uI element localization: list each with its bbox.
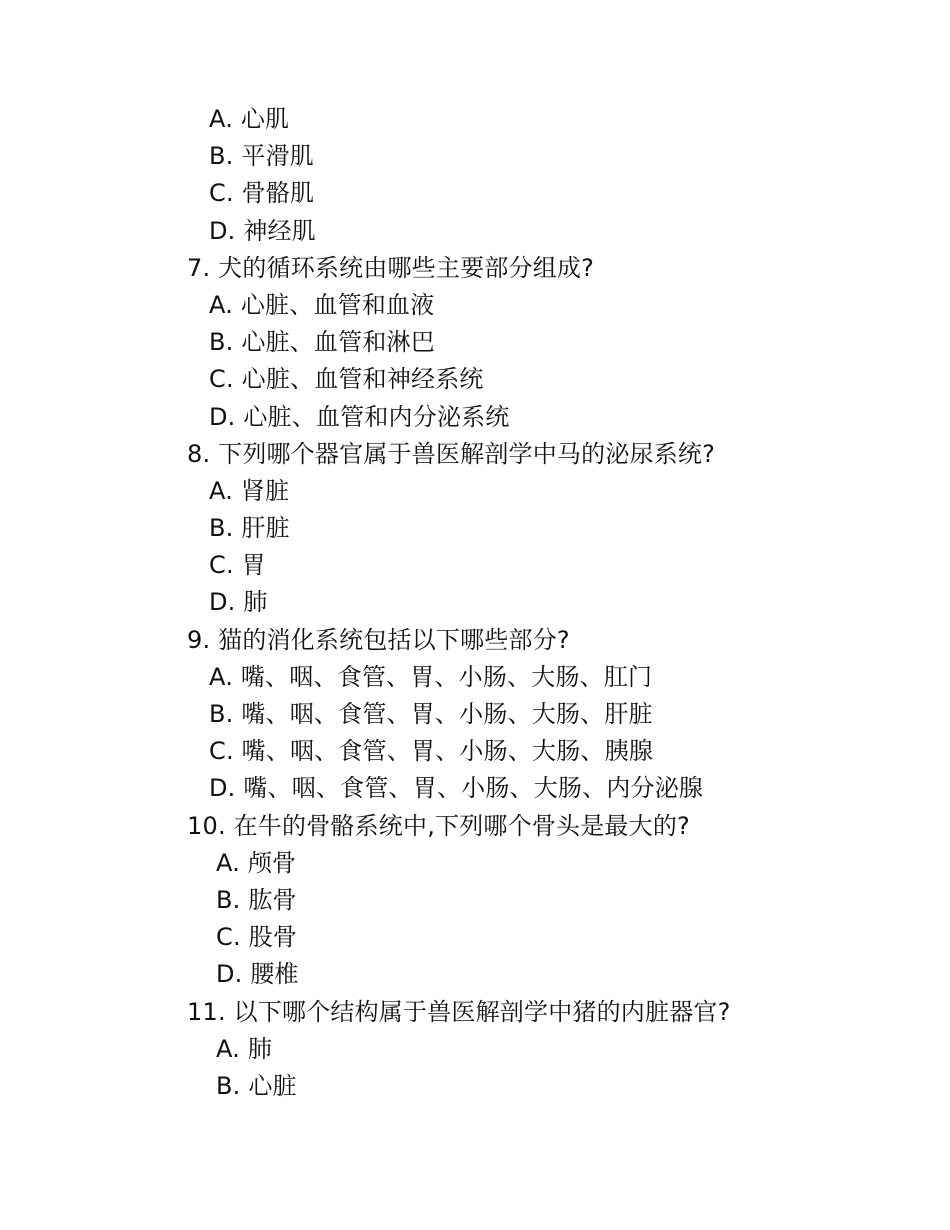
option-line: D. 嘴、咽、食管、胃、小肠、大肠、内分泌腺 [209, 774, 704, 803]
question-line: 11. 以下哪个结构属于兽医解剖学中猪的内脏器官? [187, 997, 731, 1026]
question-line: 7. 犬的循环系统由哪些主要部分组成? [187, 253, 595, 282]
option-line: B. 嘴、咽、食管、胃、小肠、大肠、肝脏 [209, 700, 653, 728]
option-line: A. 肺 [216, 1034, 273, 1063]
option-line: D. 腰椎 [216, 960, 299, 989]
question-line: 10. 在牛的骨骼系统中,下列哪个骨头是最大的? [187, 811, 690, 840]
option-line: C. 股骨 [216, 923, 298, 952]
option-line: A. 心脏、血管和血液 [209, 290, 435, 319]
question-line: 9. 猫的消化系统包括以下哪些部分? [187, 625, 570, 654]
option-line: D. 神经肌 [209, 216, 316, 245]
option-line: B. 心脏 [216, 1071, 297, 1100]
option-line: C. 胃 [209, 551, 266, 580]
option-line: B. 肝脏 [209, 514, 290, 543]
option-line: C. 嘴、咽、食管、胃、小肠、大肠、胰腺 [209, 737, 654, 766]
question-line: 8. 下列哪个器官属于兽医解剖学中马的泌尿系统? [187, 439, 716, 468]
option-line: B. 心脏、血管和淋巴 [209, 328, 435, 357]
option-line: C. 心脏、血管和神经系统 [209, 365, 484, 394]
option-line: C. 骨骼肌 [209, 179, 315, 208]
option-line: A. 肾脏 [209, 476, 290, 505]
option-line: D. 肺 [209, 588, 268, 617]
option-line: B. 肱骨 [216, 885, 297, 914]
option-line: B. 平滑肌 [209, 142, 314, 171]
option-line: A. 嘴、咽、食管、胃、小肠、大肠、肛门 [209, 662, 653, 691]
option-line: A. 颅骨 [216, 848, 297, 877]
document-page [0, 101, 950, 1105]
option-line: A. 心肌 [209, 105, 290, 133]
option-line: D. 心脏、血管和内分泌系统 [209, 402, 510, 431]
